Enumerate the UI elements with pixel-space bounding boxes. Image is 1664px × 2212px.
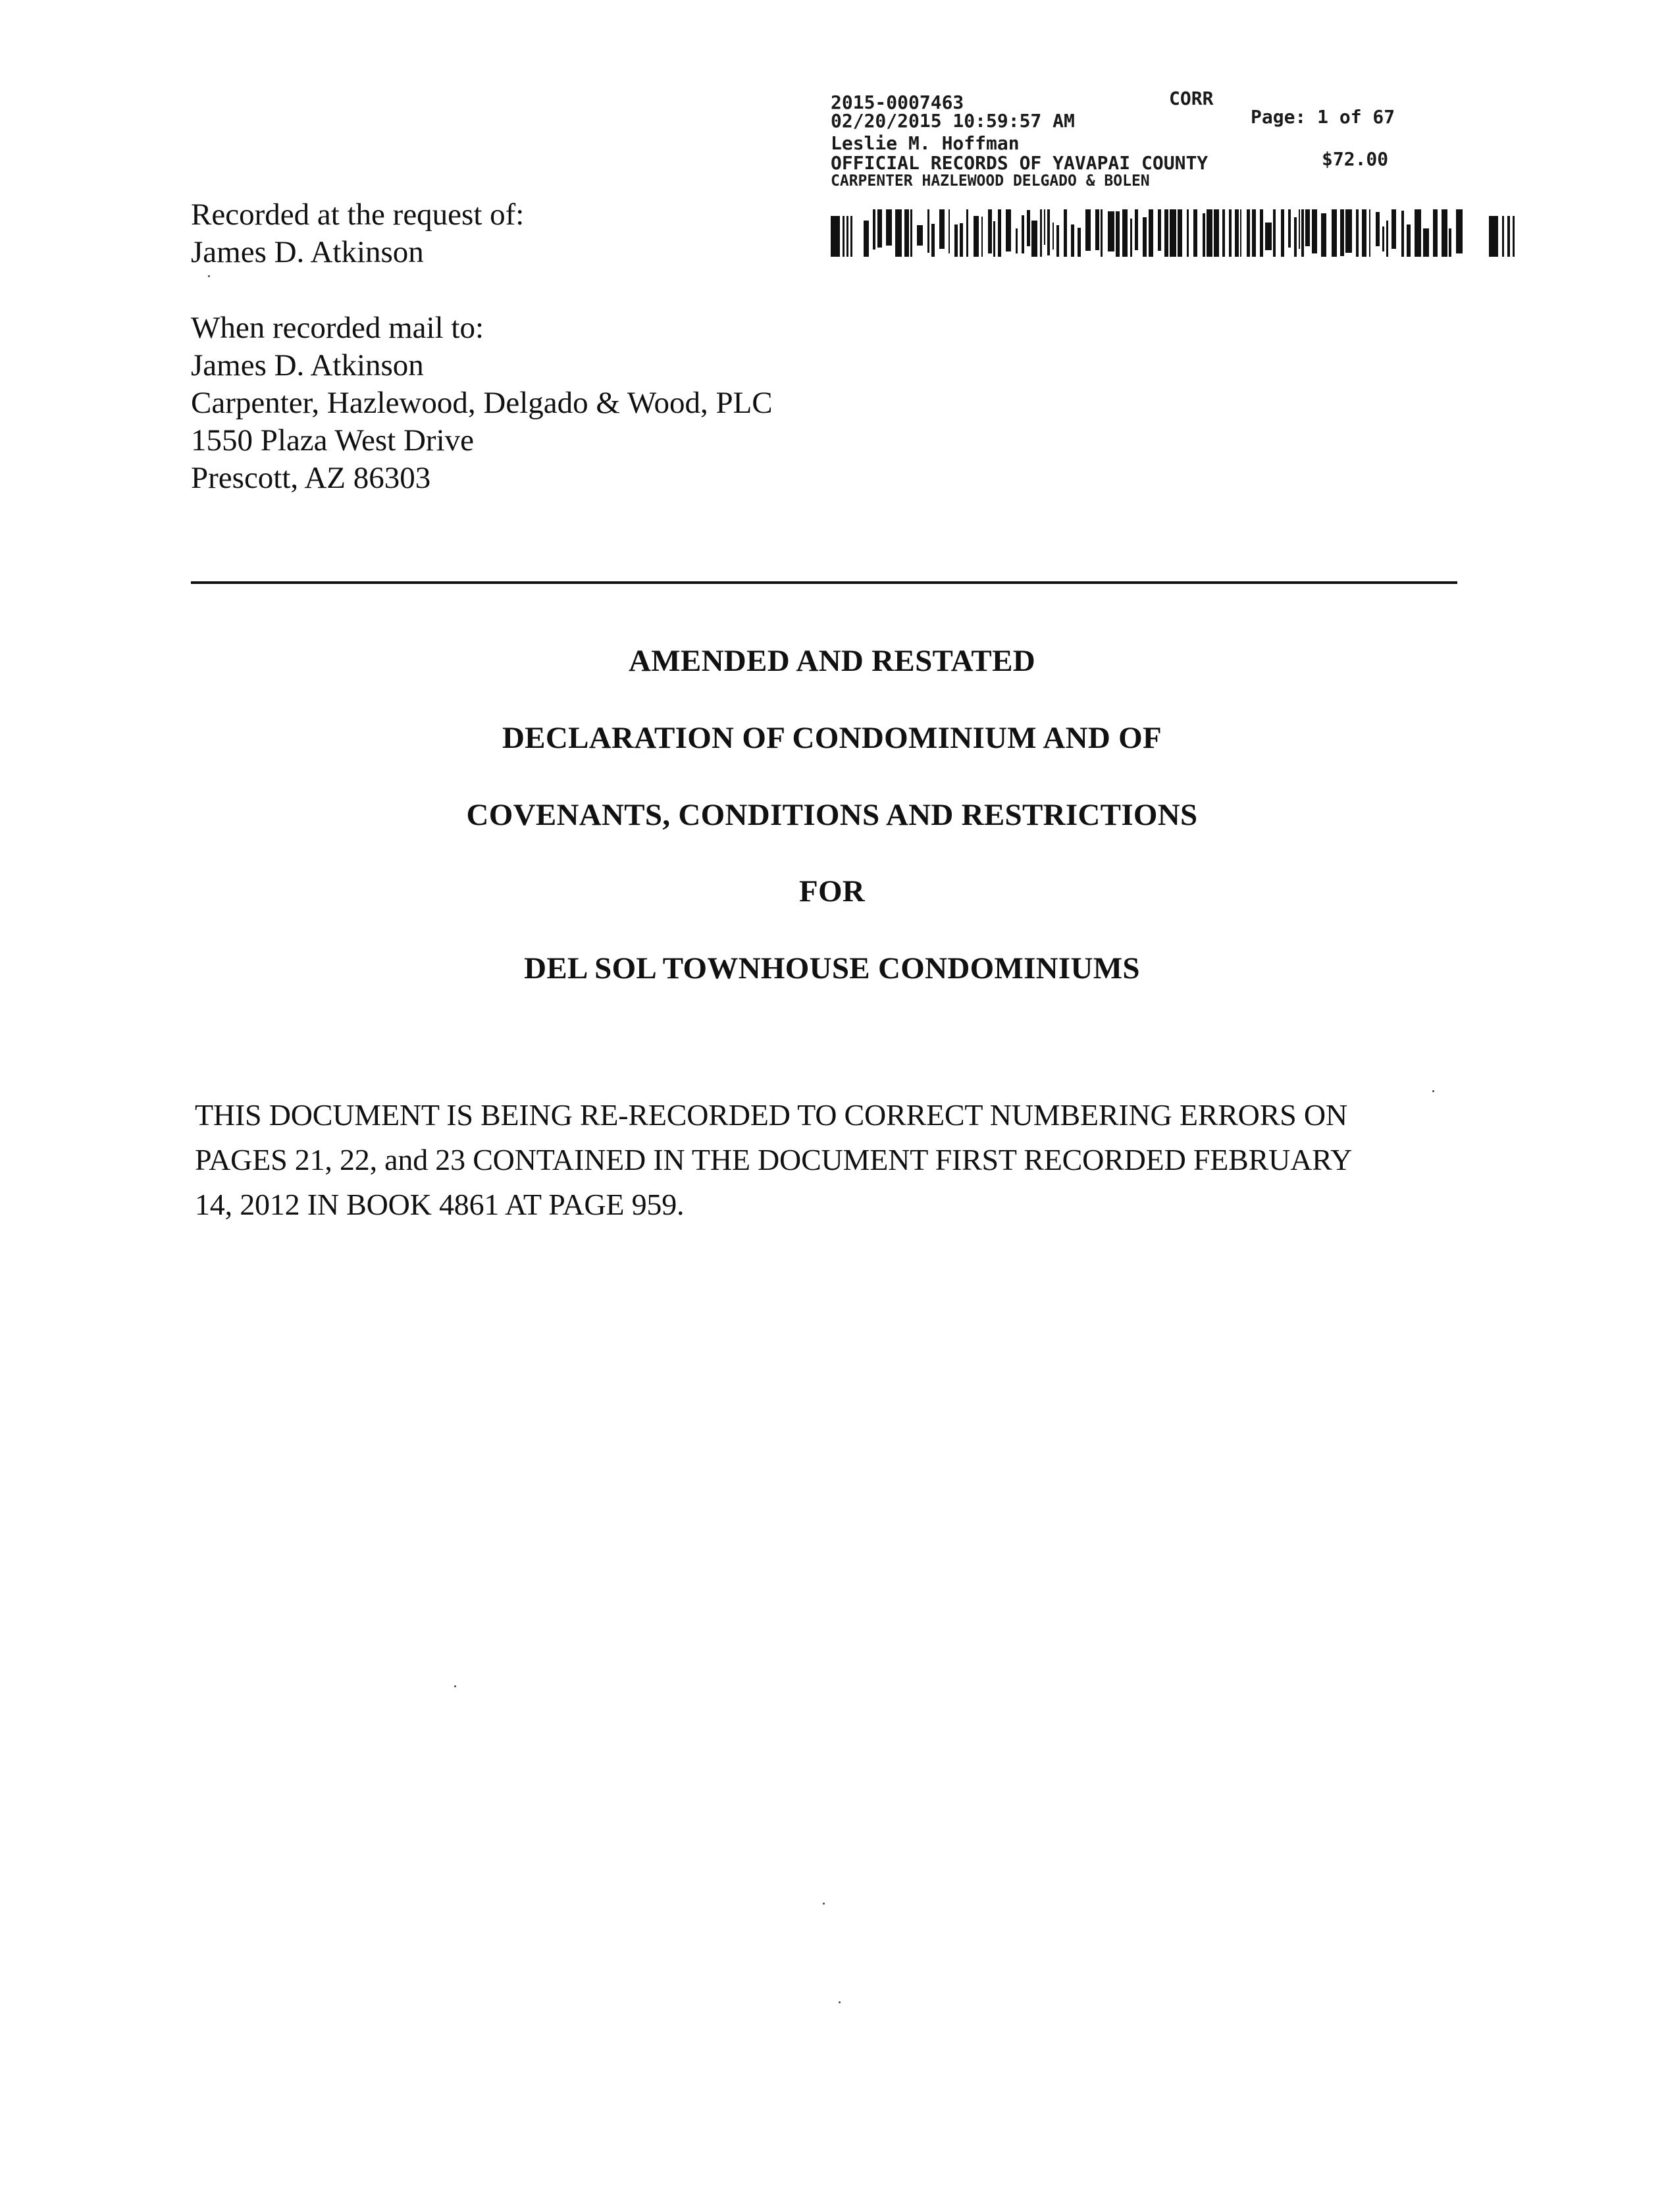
notice-line-2: PAGES 21, 22, and 23 CONTAINED IN THE DOCUMENT FIRST RECORDED FEBRUARY bbox=[195, 1143, 1353, 1176]
recorded-datetime: 02/20/2015 10:59:57 AM bbox=[831, 110, 1075, 132]
mail-to-city: Prescott, AZ 86303 bbox=[191, 461, 431, 495]
mail-to-firm: Carpenter, Hazlewood, Delgado & Wood, PLC bbox=[191, 386, 773, 420]
recording-fee: $72.00 bbox=[1322, 148, 1389, 170]
mail-to-name: James D. Atkinson bbox=[191, 348, 424, 382]
divider-rule bbox=[191, 581, 1457, 584]
page-count: Page: 1 of 67 bbox=[1251, 106, 1395, 128]
mail-to-street: 1550 Plaza West Drive bbox=[191, 423, 474, 458]
title-line-2: DECLARATION OF CONDOMINIUM AND OF bbox=[502, 721, 1162, 755]
notice-line-3: 14, 2012 IN BOOK 4861 AT PAGE 959. bbox=[195, 1188, 685, 1221]
submitter: CARPENTER HAZLEWOOD DELGADO & BOLEN bbox=[831, 172, 1150, 190]
title-line-5: DEL SOL TOWNHOUSE CONDOMINIUMS bbox=[524, 951, 1140, 986]
document-number: 2015-0007463 bbox=[831, 92, 964, 113]
scan-speck bbox=[823, 1903, 825, 1905]
scan-speck bbox=[839, 2001, 841, 2003]
title-line-3: COVENANTS, CONDITIONS AND RESTRICTIONS bbox=[466, 798, 1198, 832]
recorded-request-name: James D. Atkinson bbox=[191, 235, 424, 269]
document-type: CORR bbox=[1169, 88, 1214, 109]
barcode bbox=[831, 209, 1523, 257]
official-records-office: OFFICIAL RECORDS OF YAVAPAI COUNTY bbox=[831, 152, 1209, 174]
mail-to-label: When recorded mail to: bbox=[191, 311, 484, 345]
scan-speck bbox=[1432, 1090, 1434, 1092]
scan-speck bbox=[208, 275, 210, 277]
title-line-1: AMENDED AND RESTATED bbox=[629, 644, 1035, 678]
notice-line-1: THIS DOCUMENT IS BEING RE-RECORDED TO CORRECT NUMBERING ERRORS ON bbox=[195, 1098, 1347, 1132]
scan-speck bbox=[454, 1685, 456, 1687]
title-line-4: FOR bbox=[798, 874, 866, 908]
county-recorder: Leslie M. Hoffman bbox=[831, 132, 1020, 154]
recorded-request-label: Recorded at the request of: bbox=[191, 198, 525, 232]
